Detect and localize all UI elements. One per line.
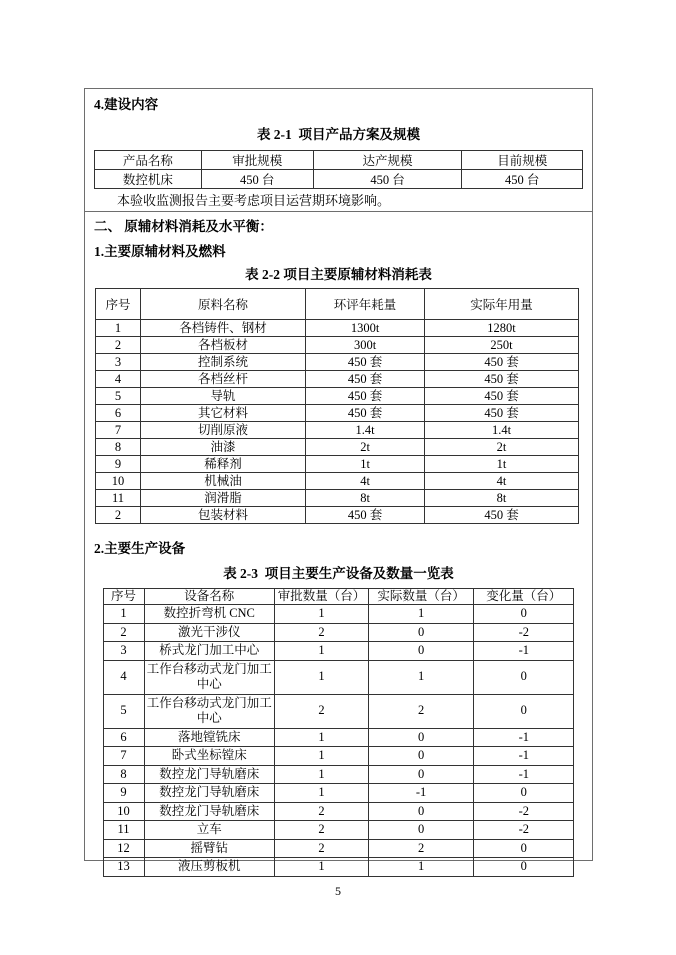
table-cell: 4 [103, 660, 144, 694]
table-cell: 1t [306, 456, 425, 473]
table-cell: 2 [369, 839, 474, 858]
section-construction [85, 89, 592, 212]
table-row [96, 473, 579, 490]
table-cell: 1 [274, 660, 368, 694]
table-cell: 13 [103, 858, 144, 877]
table-cell: -1 [474, 765, 574, 784]
table-cell: -1 [369, 784, 474, 803]
table-cell: 工作台移动式龙门加工中心 [144, 694, 274, 728]
table-cell: 11 [103, 821, 144, 840]
table-cell: 11 [96, 490, 141, 507]
table-cell: 落地镗铣床 [144, 728, 274, 747]
table-2-3 [103, 588, 575, 877]
table-cell: -1 [474, 642, 574, 661]
table-cell: 7 [103, 747, 144, 766]
content-frame [84, 88, 593, 873]
table-cell: 2 [369, 694, 474, 728]
table-cell: 300t [306, 337, 425, 354]
table-row [96, 507, 579, 524]
table-cell: 摇臂钻 [144, 839, 274, 858]
table-row [96, 405, 579, 422]
table-cell: 2 [274, 839, 368, 858]
section-heading-equipment: 2.主要生产设备 [94, 541, 186, 556]
table-row [103, 728, 574, 747]
table-cell: 0 [369, 728, 474, 747]
table-cell: 2t [424, 439, 578, 456]
table-row [96, 439, 579, 456]
table-2-1-title: 表 2-1 项目产品方案及规模 [256, 127, 421, 142]
section-heading-materials: 二、 原辅材料消耗及水平衡： [94, 219, 273, 234]
table-cell: 其它材料 [140, 405, 305, 422]
table-cell: 2 [274, 802, 368, 821]
table-cell: 9 [96, 456, 141, 473]
table-header-row [103, 589, 574, 605]
table-row [96, 320, 579, 337]
table-cell: 1.4t [306, 422, 425, 439]
table-cell: 6 [103, 728, 144, 747]
column-header: 审批规模 [201, 151, 313, 170]
table-cell: 2 [274, 623, 368, 642]
table-cell: -2 [474, 623, 574, 642]
table-cell: 2 [96, 337, 141, 354]
table-cell: 1 [274, 784, 368, 803]
column-header: 环评年耗量 [306, 289, 425, 320]
table-cell: 各档丝杆 [140, 371, 305, 388]
table-cell: 250t [424, 337, 578, 354]
table-cell: 4t [424, 473, 578, 490]
table-cell: 1 [274, 765, 368, 784]
table-row [103, 660, 574, 694]
table-row [103, 821, 574, 840]
table-cell: 数控龙门导轨磨床 [144, 765, 274, 784]
table-cell: 立车 [144, 821, 274, 840]
table-cell: 1t [424, 456, 578, 473]
table-cell: 450 套 [424, 405, 578, 422]
table-cell: 1 [96, 320, 141, 337]
table-cell: 工作台移动式龙门加工中心 [144, 660, 274, 694]
table-cell: 机械油 [140, 473, 305, 490]
table-cell: 1 [369, 858, 474, 877]
table-cell: 10 [96, 473, 141, 490]
table-cell: 导轨 [140, 388, 305, 405]
table-cell: 各档铸件、钢材 [140, 320, 305, 337]
table-cell: 1 [274, 605, 368, 624]
table-cell: 4t [306, 473, 425, 490]
table-cell: 8 [96, 439, 141, 456]
table-2-1 [94, 150, 583, 189]
table-cell: 12 [103, 839, 144, 858]
table-cell: -2 [474, 802, 574, 821]
table-cell: -1 [474, 747, 574, 766]
table-cell: 数控龙门导轨磨床 [144, 784, 274, 803]
table-cell: 450 台 [313, 170, 462, 189]
table-cell: 9 [103, 784, 144, 803]
table-cell: 1 [103, 605, 144, 624]
table-row [96, 337, 579, 354]
table-2-2 [95, 288, 579, 524]
table-cell: 油漆 [140, 439, 305, 456]
table-cell: 450 套 [306, 405, 425, 422]
table-cell: 激光干涉仪 [144, 623, 274, 642]
table-cell: 1 [274, 858, 368, 877]
table-cell: 卧式坐标镗床 [144, 747, 274, 766]
column-header: 原料名称 [140, 289, 305, 320]
table-row [103, 765, 574, 784]
table-header-row [95, 151, 583, 170]
subheading-raw-materials: 1.主要原辅材料及燃料 [94, 244, 226, 259]
table-cell: 5 [103, 694, 144, 728]
table-cell: 控制系统 [140, 354, 305, 371]
table-cell: 2 [96, 507, 141, 524]
table-cell: 450 套 [424, 388, 578, 405]
column-header: 产品名称 [95, 151, 202, 170]
table-cell: 稀释剂 [140, 456, 305, 473]
table-cell: 0 [474, 839, 574, 858]
table-cell: 1 [274, 747, 368, 766]
table-cell: 3 [96, 354, 141, 371]
table-cell: 1.4t [424, 422, 578, 439]
table-cell: 8 [103, 765, 144, 784]
column-header: 审批数量（台） [274, 589, 368, 605]
table-cell: 3 [103, 642, 144, 661]
table-cell: 450 套 [306, 388, 425, 405]
table-cell: 450 套 [424, 354, 578, 371]
table-cell: 10 [103, 802, 144, 821]
table-cell: 450 台 [462, 170, 583, 189]
table-cell: 0 [474, 660, 574, 694]
column-header: 达产规模 [313, 151, 462, 170]
table-cell: 2 [274, 821, 368, 840]
table-2-2-title: 表 2-2 项目主要原辅材料消耗表 [245, 267, 432, 282]
table-cell: 0 [474, 694, 574, 728]
table-row [96, 354, 579, 371]
table-row [103, 605, 574, 624]
table-row [103, 694, 574, 728]
column-header: 序号 [96, 289, 141, 320]
table-row [103, 784, 574, 803]
table-row [103, 802, 574, 821]
table-cell: 7 [96, 422, 141, 439]
table-cell: 5 [96, 388, 141, 405]
table-cell: 1 [369, 605, 474, 624]
table-row [95, 170, 583, 189]
table-cell: 450 台 [201, 170, 313, 189]
column-header: 变化量（台） [474, 589, 574, 605]
table-row [96, 456, 579, 473]
table-row [103, 623, 574, 642]
column-header: 设备名称 [144, 589, 274, 605]
table-cell: 0 [474, 858, 574, 877]
table-cell: 切削原液 [140, 422, 305, 439]
table-row [103, 839, 574, 858]
column-header: 目前规模 [462, 151, 583, 170]
table-cell: 1280t [424, 320, 578, 337]
table-cell: 数控龙门导轨磨床 [144, 802, 274, 821]
table-cell: 1 [274, 728, 368, 747]
table-row [96, 490, 579, 507]
table-cell: 450 套 [306, 371, 425, 388]
table-cell: 450 套 [306, 354, 425, 371]
table-row [103, 858, 574, 877]
table-cell: 450 套 [424, 507, 578, 524]
table-cell: 2 [103, 623, 144, 642]
table-cell: 450 套 [306, 507, 425, 524]
table-cell: 数控机床 [95, 170, 202, 189]
table-cell: 0 [369, 821, 474, 840]
table-cell: 1 [274, 642, 368, 661]
table-cell: 0 [369, 765, 474, 784]
table-cell: 0 [369, 747, 474, 766]
table-cell: 0 [369, 642, 474, 661]
table-cell: 数控折弯机 CNC [144, 605, 274, 624]
table-row [96, 371, 579, 388]
table-row [96, 388, 579, 405]
table-cell: 450 套 [424, 371, 578, 388]
column-header: 序号 [103, 589, 144, 605]
table-cell: 桥式龙门加工中心 [144, 642, 274, 661]
page-number: 5 [335, 884, 341, 898]
table-cell: 润滑脂 [140, 490, 305, 507]
table-cell: 6 [96, 405, 141, 422]
section-materials-and-equipment [85, 212, 592, 877]
table-cell: 0 [474, 784, 574, 803]
table-cell: 2t [306, 439, 425, 456]
table-row [96, 422, 579, 439]
table-cell: 0 [369, 802, 474, 821]
table-cell: 4 [96, 371, 141, 388]
table-cell: 包装材料 [140, 507, 305, 524]
table-cell: 各档板材 [140, 337, 305, 354]
table-cell: -1 [474, 728, 574, 747]
table-cell: 液压剪板机 [144, 858, 274, 877]
section-heading-construction: 4.建设内容 [94, 97, 159, 112]
table-cell: 8t [424, 490, 578, 507]
table-header-row [96, 289, 579, 320]
table-row [103, 747, 574, 766]
column-header: 实际数量（台） [369, 589, 474, 605]
report-note: 本验收监测报告主要考虑项目运营期环境影响。 [117, 193, 391, 208]
table-cell: -2 [474, 821, 574, 840]
table-cell: 2 [274, 694, 368, 728]
table-cell: 8t [306, 490, 425, 507]
table-row [103, 642, 574, 661]
table-cell: 1300t [306, 320, 425, 337]
table-cell: 0 [474, 605, 574, 624]
table-cell: 0 [369, 623, 474, 642]
table-cell: 1 [369, 660, 474, 694]
table-2-3-title: 表 2-3 项目主要生产设备及数量一览表 [223, 566, 454, 581]
column-header: 实际年用量 [424, 289, 578, 320]
